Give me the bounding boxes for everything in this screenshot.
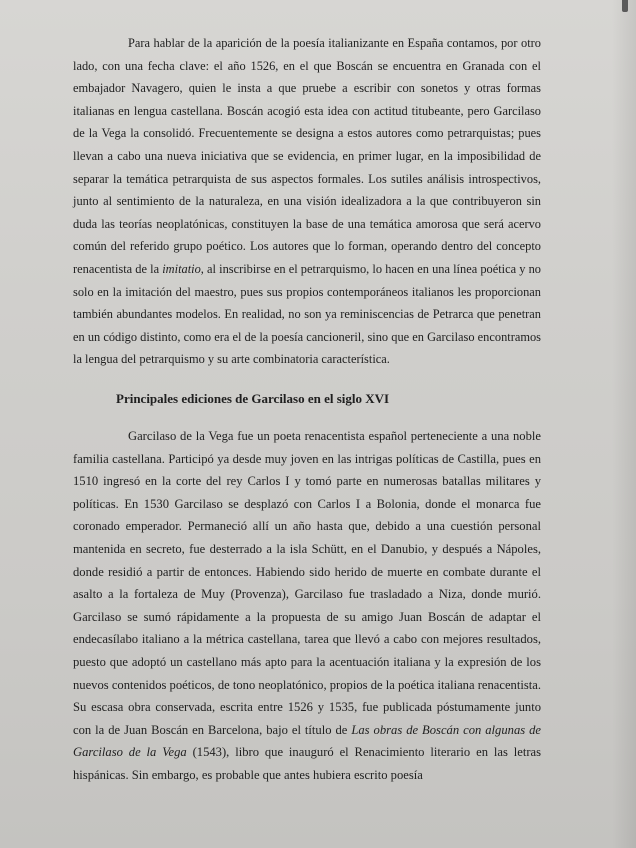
intro-paragraph: [73, 32, 541, 371]
intro-italic-term: imitatio: [162, 261, 201, 276]
corner-clip-mark: [622, 0, 628, 12]
page-edge-shadow: [612, 0, 636, 848]
bio-paragraph-text: Garcilaso de la Vega fue un poeta renacentista español perteneciente a una noble familia castellana. Participó ya desde muy joven en las intrigas políticas de Castilla, pues en 1510 ingresó en la corte del rey Carlos I y tomó parte en numerosas batallas militares y políticas. En 1530 Garcilaso se desplazó con Carlos I a Bolonia, donde el monarca fue coronado emperador. Permaneció allí un año hasta que, debido a una cuestión personal mantenida en secreto, fue desterrado a la isla Schütt, en el Danubio, y después a Nápoles, donde residió a partir de entonces. Habiendo sido herido de muerte en combate durante el asalto a la fortaleza de Muy (Provenza), Garcilaso fue trasladado a Niza, donde murió. Garcilaso se sumó rápidamente a la propuesta de su amigo Juan Boscán de adaptar el endecasílabo italiano a la métrica castellana, tarea que llevó a cabo con mejores resultados, puesto que adoptó un castellano más apto para la acentuación italiana y la expresión de los nuevos contenidos poéticos, de tono neoplatónico, propios de la poética italiana renacentista. Su escasa obra conservada, escrita entre 1526 y 1535, fue publicada póstumamente junto con la de Juan Boscán en Barcelona, bajo el título de: [73, 429, 541, 737]
bio-paragraph-end: (1543), libro que inauguró el Renacimiento literario en las letras hispánicas. Sin embargo, es probable que antes hubiera escrito poesía: [73, 745, 542, 782]
intro-paragraph-text: Para hablar de la aparición de la poesía italianizante en España contamos, por otro lado, con una fecha clave: el año 1526, en el que Boscán se encuentra en Granada con el embajador Navagero, quien le insta a que pruebe a escribir con sonetos y otras formas italianas en lengua castellana. Boscán acogió esta idea con actitud titubeante, pero Garcilaso de la Vega la consolidó. Frecuentemente se designa a estos autores como petrarquistas; pues llevan a cabo una nueva iniciativa que se evidencia, en primer lugar, en la imposibilidad de separar la temática petrarquista de sus aspectos formales. Los sutiles análisis introspectivos, junto al sentimiento de la naturaleza, en una visión idealizadora a la que contribuyeron sin duda las teorías neoplatónicas, constituyen la base de una temática amorosa que será acervo común del referido grupo poético. Los autores que lo forman, operando dentro del concepto renacentista de la: [73, 36, 541, 276]
bio-paragraph: [73, 425, 541, 787]
section-heading: Principales ediciones de Garcilaso en el siglo XVI: [116, 391, 390, 406]
intro-paragraph-end: , al inscribirse en el petrarquismo, lo hacen en una línea poética y no solo en la imitación del maestro, pues sus propios contemporáneos italianos les proporcionan también abundantes modelos. En realidad, no son ya reminiscencias de Petrarca que penetran en un código distinto, como era el de la poesía cancioneril, sino que en Garcilaso encontramos la lengua del petrarquismo y su arte combinatoria característica.: [73, 261, 541, 367]
bio-italic-title: Las obras de Boscán con algunas de Garcilaso de la Vega: [73, 722, 542, 760]
